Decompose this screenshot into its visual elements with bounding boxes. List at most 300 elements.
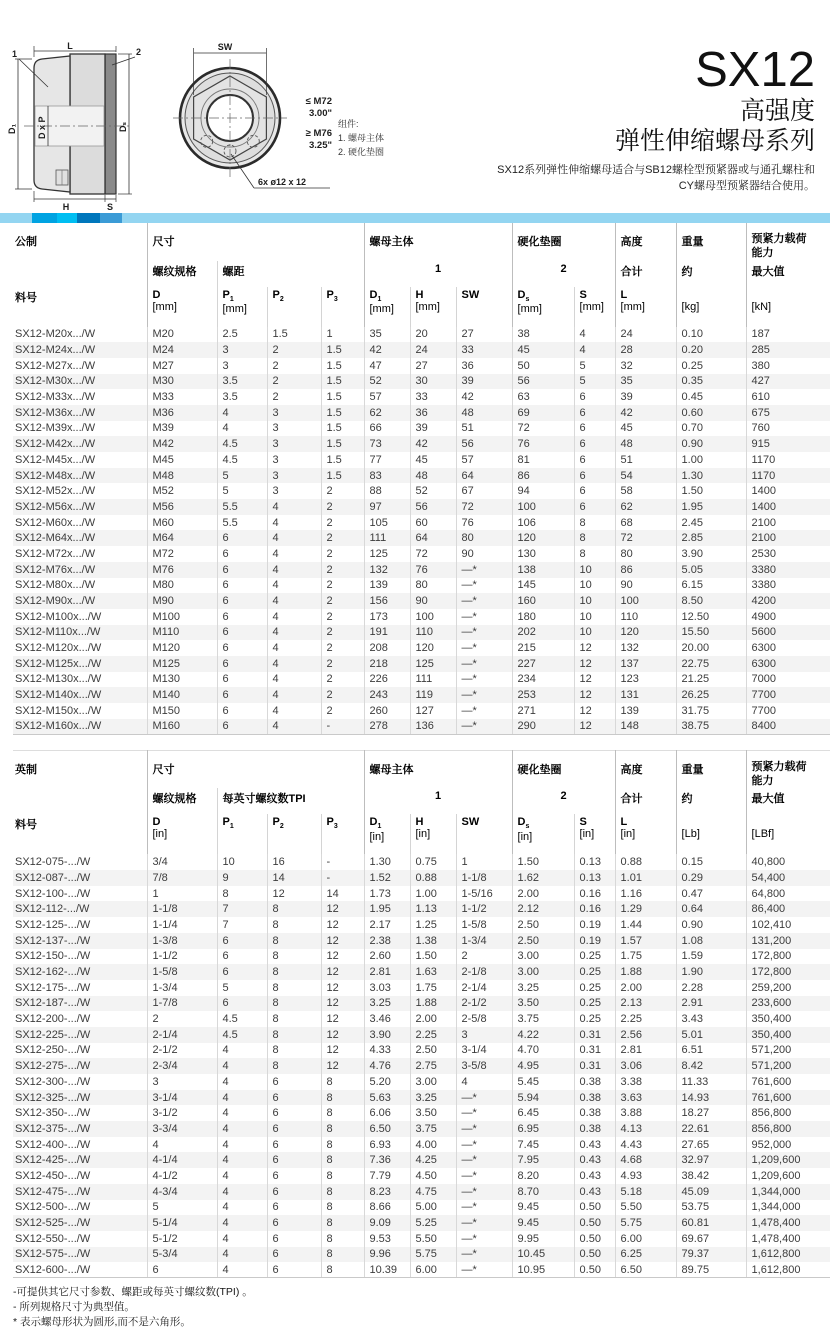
washer-group-label: 硬化垫圈 [512,223,615,261]
value-cell: 8 [267,980,321,996]
value-cell: 72 [512,421,574,437]
value-cell: 6 [217,625,267,641]
value-cell: 4 [217,1168,267,1184]
value-cell: 12 [574,656,615,672]
value-cell: 12 [321,949,364,965]
table-row [13,1137,830,1153]
part-number-cell: SX12-M110x.../W [15,626,101,639]
value-cell: 130 [512,546,574,562]
value-cell: 3 [267,421,321,437]
value-cell: 610 [746,389,830,405]
table-row [13,546,830,562]
nut-body-group-label: 螺母主体 [364,750,512,788]
value-cell: 0.13 [574,854,615,870]
value-cell: 8 [267,1011,321,1027]
value-cell: 39 [456,374,512,390]
value-cell: 42 [615,405,676,421]
value-cell: 0.43 [574,1152,615,1168]
table-row [13,886,830,902]
value-cell: —* [456,562,512,578]
value-cell: 3.43 [676,1011,746,1027]
value-cell: 10.39 [364,1262,410,1278]
value-cell: 1.5 [321,452,364,468]
value-cell: 0.88 [615,854,676,870]
weight-group-label: 重量 [676,750,746,788]
value-cell: 136 [410,719,456,735]
value-cell: —* [456,578,512,594]
table-row [13,687,830,703]
value-cell: 4 [267,640,321,656]
value-cell: 2 [321,703,364,719]
value-cell: 259,200 [746,980,830,996]
value-cell: —* [456,1090,512,1106]
value-cell: 94 [512,483,574,499]
value-cell: 51 [456,421,512,437]
part-number-cell: SX12-M45x.../W [15,453,96,466]
part-number-cell: SX12-100-.../W [15,887,91,900]
value-cell: 4 [217,1090,267,1106]
value-cell: 2 [321,625,364,641]
value-cell: M30 [147,374,217,390]
value-cell: 4.33 [364,1043,410,1059]
value-cell: 12.50 [676,609,746,625]
value-cell: 0.25 [574,980,615,996]
value-cell: 856,800 [746,1105,830,1121]
size-note-small-inch: 3.00" [309,108,332,120]
value-cell: 2.81 [364,964,410,980]
value-cell: 1.95 [676,499,746,515]
column-header: 料号 [15,819,37,832]
value-cell: 226 [364,672,410,688]
value-cell: 86 [615,562,676,578]
region-label: 公制 [15,236,37,248]
value-cell: 90 [615,578,676,594]
column-header: D [in] [147,814,217,854]
value-cell: 6 [217,703,267,719]
value-cell: 6 [217,672,267,688]
value-cell: - [321,854,364,870]
value-cell: 7.36 [364,1152,410,1168]
table-row [13,358,830,374]
value-cell: 1-7/8 [147,996,217,1012]
table-row [13,854,830,870]
value-cell: 100 [410,609,456,625]
value-cell: 160 [512,593,574,609]
value-cell: 5.63 [364,1090,410,1106]
value-cell: 1.44 [615,917,676,933]
value-cell: 131 [615,687,676,703]
value-cell: 10.95 [512,1262,574,1278]
value-cell: 187 [746,327,830,343]
value-cell: M160 [147,719,217,735]
value-cell: 45 [615,421,676,437]
value-cell: 50 [512,358,574,374]
value-cell: 45 [410,452,456,468]
value-cell: 0.16 [574,901,615,917]
footnote-3: * 表示螺母形状为圆形,而不是六角形。 [13,1315,191,1328]
table-row [13,1043,830,1059]
value-cell: 0.31 [574,1058,615,1074]
value-cell: 5 [574,358,615,374]
value-cell: 32.97 [676,1152,746,1168]
value-cell: 6 [217,578,267,594]
value-cell: 100 [615,593,676,609]
value-cell: 2 [321,578,364,594]
value-cell: 6 [217,933,267,949]
value-cell: 3 [456,1027,512,1043]
value-cell: 6 [217,996,267,1012]
value-cell: 0.50 [574,1247,615,1263]
value-cell: —* [456,593,512,609]
value-cell: —* [456,640,512,656]
value-cell: 952,000 [746,1137,830,1153]
value-cell: 2.25 [410,1027,456,1043]
value-cell: 4 [217,1231,267,1247]
value-cell: 1.29 [615,901,676,917]
value-cell: 12 [574,719,615,735]
value-cell: 5 [217,483,267,499]
value-cell: 350,400 [746,1011,830,1027]
spacer-cell [13,788,147,814]
value-cell: - [321,719,364,735]
value-cell: 64 [410,530,456,546]
table-row [13,1105,830,1121]
value-cell: 6 [574,452,615,468]
value-cell: 0.90 [676,917,746,933]
value-cell: 76 [512,436,574,452]
table-row [13,578,830,594]
value-cell: 8.23 [364,1184,410,1200]
value-cell: 427 [746,374,830,390]
value-cell: 4 [217,421,267,437]
value-cell: 12 [574,687,615,703]
value-cell: 2.50 [512,933,574,949]
value-cell: 3.03 [364,980,410,996]
value-cell: 1-5/8 [456,917,512,933]
value-cell: 3.75 [512,1011,574,1027]
value-cell: 8 [321,1247,364,1263]
table-row [13,901,830,917]
value-cell: 6.06 [364,1105,410,1121]
part-number-cell: SX12-087-.../W [15,871,91,884]
value-cell: 1.62 [512,870,574,886]
value-cell: 66 [364,421,410,437]
value-cell: 2 [321,687,364,703]
table-row [13,933,830,949]
value-cell: 9.45 [512,1215,574,1231]
value-cell: 1.75 [615,949,676,965]
value-cell: 5 [147,1200,217,1216]
value-cell: 6 [217,719,267,735]
spacer-cell [13,261,147,287]
value-cell: 8 [321,1200,364,1216]
value-cell: 6.95 [512,1121,574,1137]
value-cell: 7000 [746,672,830,688]
part-number-cell: SX12-575-.../W [15,1248,91,1261]
table-row [13,1090,830,1106]
value-cell: 571,200 [746,1058,830,1074]
value-cell: 4 [267,593,321,609]
value-cell: 6 [267,1074,321,1090]
value-cell: 1-5/16 [456,886,512,902]
value-cell: 8 [321,1262,364,1278]
bolt-note-label: 6x ø12 x 12 [258,177,307,187]
value-cell: 8 [267,901,321,917]
part-number-cell: SX12-525-.../W [15,1217,91,1230]
value-cell: 72 [456,499,512,515]
value-cell: 202 [512,625,574,641]
washer-number: 2 [512,261,615,287]
value-cell: 4.5 [217,452,267,468]
value-cell: 3 [267,405,321,421]
value-cell: 42 [364,342,410,358]
value-cell: —* [456,1168,512,1184]
height-total-label: 合计 [615,261,676,287]
value-cell: 63 [512,389,574,405]
value-cell: 8 [267,1027,321,1043]
value-cell: 4 [267,656,321,672]
preload-max-label: 最大值 [746,788,830,814]
value-cell: 79.37 [676,1247,746,1263]
page-header [0,0,830,213]
value-cell: 2 [321,483,364,499]
value-cell: 0.45 [676,389,746,405]
table-row [13,964,830,980]
value-cell: 271 [512,703,574,719]
value-cell: 102,410 [746,917,830,933]
value-cell: 2 [456,949,512,965]
value-cell: 208 [364,640,410,656]
value-cell: 7 [217,901,267,917]
value-cell: M60 [147,515,217,531]
value-cell: 2.5 [217,327,267,343]
value-cell: 132 [615,640,676,656]
value-cell: —* [456,1105,512,1121]
value-cell: 2.17 [364,917,410,933]
value-cell: 4 [217,1262,267,1278]
value-cell: 5600 [746,625,830,641]
value-cell: 1-1/8 [456,870,512,886]
value-cell: 12 [267,886,321,902]
value-cell: 0.90 [676,436,746,452]
part-number-cell: SX12-275-.../W [15,1060,91,1073]
value-cell: 2 [321,656,364,672]
part-number-cell: SX12-600-.../W [13,1262,147,1278]
value-cell: 0.13 [574,870,615,886]
table-row [13,483,830,499]
part-number-cell: SX12-M140x.../W [15,689,102,702]
value-cell: 6 [267,1105,321,1121]
part-number-cell: SX12-M120x.../W [15,642,102,655]
value-cell: 5.25 [410,1215,456,1231]
value-cell: 3.25 [512,980,574,996]
part-number-cell: SX12-M52x.../W [15,485,96,498]
value-cell: 0.38 [574,1074,615,1090]
value-cell: 1,478,400 [746,1231,830,1247]
value-cell: 52 [364,374,410,390]
value-cell: 4 [267,578,321,594]
size-note-large: ≥ M76 [305,127,332,139]
value-cell: 6.00 [410,1262,456,1278]
value-cell: 20 [410,327,456,343]
value-cell: 3.25 [364,996,410,1012]
value-cell: 6 [217,562,267,578]
value-cell: 6 [267,1247,321,1263]
value-cell: 5.45 [512,1074,574,1090]
value-cell: 0.25 [574,964,615,980]
value-cell: 4.76 [364,1058,410,1074]
value-cell: 8 [267,917,321,933]
part-number-cell: SX12-350-.../W [15,1107,91,1120]
value-cell: - [321,870,364,886]
value-cell: 4.70 [512,1043,574,1059]
value-cell: 8 [267,933,321,949]
value-cell: 4-1/2 [147,1168,217,1184]
footnote-1: -可提供其它尺寸参数、螺距或每英寸螺纹数(TPI) 。 [13,1286,253,1299]
value-cell: 4 [217,1200,267,1216]
column-header: $P_3$ [321,814,364,854]
part-number-cell: SX12-M39x.../W [15,422,96,435]
value-cell: 2 [321,530,364,546]
value-cell: 52 [410,483,456,499]
value-cell: 3.06 [615,1058,676,1074]
value-cell: 4.68 [615,1152,676,1168]
table-row [13,1184,830,1200]
value-cell: 0.70 [676,421,746,437]
value-cell: 97 [364,499,410,515]
value-cell: 24 [410,342,456,358]
value-cell: 4 [217,1184,267,1200]
value-cell: 8 [267,949,321,965]
value-cell: 72 [410,546,456,562]
value-cell: 53.75 [676,1200,746,1216]
value-cell: 80 [456,530,512,546]
value-cell: 22.75 [676,656,746,672]
value-cell: 127 [410,703,456,719]
value-cell: 1,344,000 [746,1184,830,1200]
part-number-cell: SX12-250-.../W [15,1044,91,1057]
value-cell: 7700 [746,687,830,703]
value-cell: 6 [267,1200,321,1216]
column-header: [Lb] [676,814,746,854]
value-cell: 1400 [746,483,830,499]
value-cell: 0.16 [574,886,615,902]
value-cell: 31.75 [676,703,746,719]
part-number-cell: SX12-187-.../W [15,997,91,1010]
value-cell: 2-3/4 [147,1058,217,1074]
value-cell: 4 [217,1121,267,1137]
value-cell: 1.5 [321,468,364,484]
value-cell: 14 [267,870,321,886]
value-cell: 22.61 [676,1121,746,1137]
value-cell: 45.09 [676,1184,746,1200]
value-cell: —* [456,1152,512,1168]
value-cell: 1,612,800 [746,1262,830,1278]
part-number-cell: SX12-450-.../W [15,1169,91,1182]
value-cell: 3.38 [615,1074,676,1090]
value-cell: 4.43 [615,1137,676,1153]
value-cell: 56 [410,499,456,515]
value-cell: 1-1/4 [147,917,217,933]
value-cell: 5.75 [410,1247,456,1263]
value-cell: 3.5 [217,389,267,405]
value-cell: 0.60 [676,405,746,421]
value-cell: M80 [147,578,217,594]
value-cell: 4 [267,499,321,515]
value-cell: 0.38 [574,1090,615,1106]
value-cell: 90 [410,593,456,609]
value-cell: 0.88 [410,870,456,886]
value-cell: 8 [574,515,615,531]
value-cell: 1.50 [676,483,746,499]
value-cell: 9.95 [512,1231,574,1247]
value-cell: 4 [267,609,321,625]
value-cell: 380 [746,358,830,374]
value-cell: M150 [147,703,217,719]
value-cell: 4.75 [410,1184,456,1200]
value-cell: 10 [217,854,267,870]
value-cell: 12 [574,703,615,719]
part-number-cell: SX12-550-.../W [15,1232,91,1245]
value-cell: 2.38 [364,933,410,949]
value-cell: 5.20 [364,1074,410,1090]
value-cell: 8400 [746,719,830,735]
value-cell: 3.90 [364,1027,410,1043]
value-cell: 3-1/2 [147,1105,217,1121]
value-cell: 64 [456,468,512,484]
value-cell: 1.63 [410,964,456,980]
value-cell: 139 [364,578,410,594]
value-cell: 5.01 [676,1027,746,1043]
table-row [13,996,830,1012]
value-cell: 26.25 [676,687,746,703]
value-cell: 156 [364,593,410,609]
weight-group-label: 重量 [676,223,746,261]
value-cell: 2 [321,609,364,625]
size-group-label: 尺寸 [147,223,364,261]
value-cell: 105 [364,515,410,531]
value-cell: 3.5 [217,374,267,390]
dim-label-Ds: Dₛ [118,122,128,132]
pitch-label: 螺距 [217,261,364,287]
value-cell: 8 [321,1168,364,1184]
value-cell: 2 [321,546,364,562]
value-cell: M64 [147,530,217,546]
part-number-cell: SX12-M48x.../W [15,469,96,482]
value-cell: 6.50 [615,1262,676,1278]
value-cell: 7700 [746,703,830,719]
column-header: $D_1$ [mm] [364,287,410,327]
value-cell: 2.56 [615,1027,676,1043]
value-cell: 5.18 [615,1184,676,1200]
metric-table-header [13,223,830,327]
value-cell: 2-1/2 [147,1043,217,1059]
part-number-cell: SX12-M160x.../W [13,719,147,735]
preload-group-label: 预紧力载荷能力 [746,750,830,788]
value-cell: —* [456,1231,512,1247]
value-cell: 9.96 [364,1247,410,1263]
value-cell: 0.31 [574,1043,615,1059]
value-cell: 14 [321,886,364,902]
column-header: D [mm] [147,287,217,327]
value-cell: 111 [364,530,410,546]
value-cell: 6 [267,1231,321,1247]
value-cell: 10.45 [512,1247,574,1263]
value-cell: 1 [321,327,364,343]
value-cell: 86 [512,468,574,484]
value-cell: 6 [217,949,267,965]
value-cell: 2.75 [410,1058,456,1074]
